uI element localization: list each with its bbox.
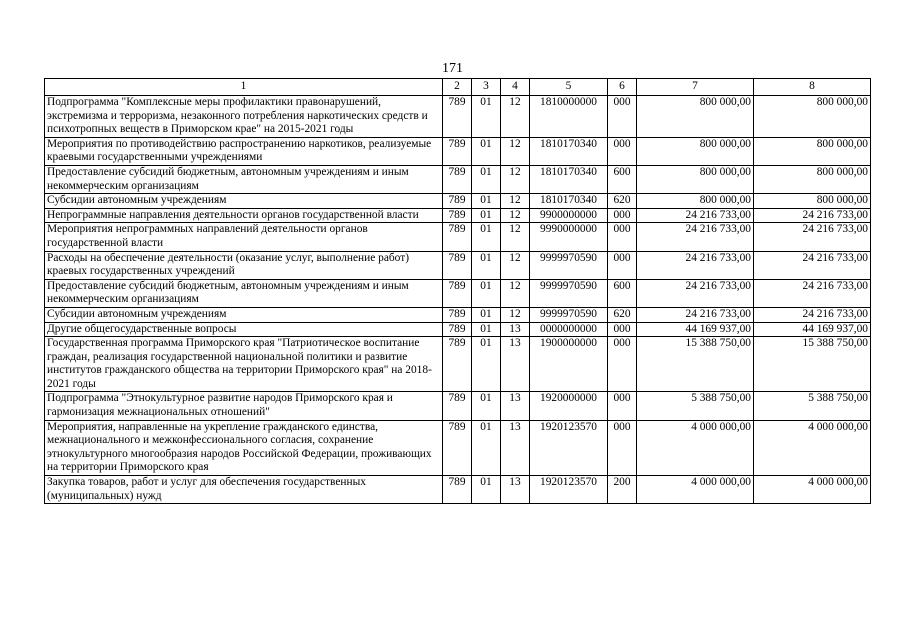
amount-col-8: 4 000 000,00 [754,476,871,504]
amount-col-8: 4 000 000,00 [754,420,871,475]
row-description: Государственная программа Приморского края "Патриотическое воспитание граждан, реализация государственной национальной политики и развитие институтов гражданского общества на территории Приморского края" на 2018-2021 годы [45,337,443,392]
table-header [45,79,871,96]
amount-col-7: 24 216 733,00 [637,208,754,223]
section-code: 01 [472,307,501,322]
column-header-1: 1 [45,79,443,96]
subsection-code: 12 [501,251,530,279]
subsection-code: 12 [501,223,530,251]
amount-col-8: 24 216 733,00 [754,223,871,251]
subsection-code: 13 [501,337,530,392]
target-article-code: 1810170340 [530,194,608,209]
amount-col-8: 24 216 733,00 [754,208,871,223]
target-article-code: 0000000000 [530,322,608,337]
amount-col-7: 800 000,00 [637,165,754,193]
row-description: Другие общегосударственные вопросы [45,322,443,337]
expense-type-code: 000 [608,223,637,251]
ministry-code: 789 [443,165,472,193]
amount-col-7: 4 000 000,00 [637,420,754,475]
amount-col-7: 800 000,00 [637,194,754,209]
table-row [45,476,871,504]
section-code: 01 [472,337,501,392]
expense-type-code: 000 [608,137,637,165]
amount-col-8: 15 388 750,00 [754,337,871,392]
table-row [45,337,871,392]
expense-type-code: 600 [608,279,637,307]
amount-col-7: 24 216 733,00 [637,307,754,322]
section-code: 01 [472,322,501,337]
budget-table [44,78,871,504]
subsection-code: 12 [501,137,530,165]
expense-type-code: 000 [608,208,637,223]
column-header-5: 5 [530,79,608,96]
table-body [45,96,871,504]
subsection-code: 12 [501,165,530,193]
expense-type-code: 000 [608,420,637,475]
section-code: 01 [472,476,501,504]
ministry-code: 789 [443,208,472,223]
target-article-code: 9999970590 [530,279,608,307]
subsection-code: 13 [501,420,530,475]
row-description: Подпрограмма "Этнокультурное развитие народов Приморского края и гармонизация межнациональных отношений" [45,392,443,420]
column-header-7: 7 [637,79,754,96]
expense-type-code: 000 [608,322,637,337]
amount-col-7: 24 216 733,00 [637,279,754,307]
ministry-code: 789 [443,392,472,420]
expense-type-code: 600 [608,165,637,193]
section-code: 01 [472,420,501,475]
amount-col-8: 800 000,00 [754,194,871,209]
table-row [45,279,871,307]
subsection-code: 12 [501,279,530,307]
target-article-code: 1920123570 [530,476,608,504]
row-description: Расходы на обеспечение деятельности (оказание услуг, выполнение работ) краевых государственных учреждений [45,251,443,279]
section-code: 01 [472,251,501,279]
ministry-code: 789 [443,194,472,209]
ministry-code: 789 [443,223,472,251]
target-article-code: 9999970590 [530,307,608,322]
section-code: 01 [472,96,501,138]
amount-col-7: 5 388 750,00 [637,392,754,420]
ministry-code: 789 [443,279,472,307]
amount-col-8: 800 000,00 [754,165,871,193]
section-code: 01 [472,165,501,193]
ministry-code: 789 [443,420,472,475]
expense-type-code: 000 [608,251,637,279]
subsection-code: 12 [501,307,530,322]
subsection-code: 12 [501,208,530,223]
amount-col-7: 24 216 733,00 [637,251,754,279]
table-row [45,307,871,322]
expense-type-code: 000 [608,337,637,392]
ministry-code: 789 [443,251,472,279]
amount-col-7: 4 000 000,00 [637,476,754,504]
table-row [45,194,871,209]
amount-col-8: 800 000,00 [754,96,871,138]
amount-col-8: 800 000,00 [754,137,871,165]
target-article-code: 1810000000 [530,96,608,138]
ministry-code: 789 [443,137,472,165]
row-description: Мероприятия непрограммных направлений деятельности органов государственной власти [45,223,443,251]
page-number: 171 [442,61,463,76]
subsection-code: 13 [501,476,530,504]
section-code: 01 [472,208,501,223]
ministry-code: 789 [443,322,472,337]
table-row [45,251,871,279]
row-description: Мероприятия, направленные на укрепление гражданского единства, межнационального и межконфессионального согласия, сохранение этнокультурного многообразия народов Российской Федерации, проживающих на территории Приморского края [45,420,443,475]
column-header-6: 6 [608,79,637,96]
section-code: 01 [472,392,501,420]
table-row [45,392,871,420]
expense-type-code: 000 [608,96,637,138]
target-article-code: 1810170340 [530,137,608,165]
subsection-code: 13 [501,392,530,420]
expense-type-code: 000 [608,392,637,420]
column-header-4: 4 [501,79,530,96]
subsection-code: 13 [501,322,530,337]
amount-col-8: 44 169 937,00 [754,322,871,337]
amount-col-8: 24 216 733,00 [754,251,871,279]
amount-col-7: 800 000,00 [637,137,754,165]
amount-col-7: 44 169 937,00 [637,322,754,337]
expense-type-code: 620 [608,307,637,322]
table-row [45,420,871,475]
row-description: Мероприятия по противодействию распространению наркотиков, реализуемые краевыми государственными учреждениями [45,137,443,165]
column-header-2: 2 [443,79,472,96]
column-header-8: 8 [754,79,871,96]
ministry-code: 789 [443,96,472,138]
section-code: 01 [472,194,501,209]
target-article-code: 9990000000 [530,223,608,251]
amount-col-8: 24 216 733,00 [754,307,871,322]
amount-col-7: 24 216 733,00 [637,223,754,251]
row-description: Предоставление субсидий бюджетным, автономным учреждениям и иным некоммерческим организациям [45,165,443,193]
ministry-code: 789 [443,337,472,392]
expense-type-code: 620 [608,194,637,209]
table-row [45,165,871,193]
target-article-code: 1900000000 [530,337,608,392]
amount-col-8: 5 388 750,00 [754,392,871,420]
row-description: Закупка товаров, работ и услуг для обеспечения государственных (муниципальных) нужд [45,476,443,504]
table-row [45,137,871,165]
ministry-code: 789 [443,307,472,322]
table-row [45,96,871,138]
row-description: Субсидии автономным учреждениям [45,194,443,209]
amount-col-8: 24 216 733,00 [754,279,871,307]
ministry-code: 789 [443,476,472,504]
section-code: 01 [472,279,501,307]
amount-col-7: 800 000,00 [637,96,754,138]
section-code: 01 [472,137,501,165]
amount-col-7: 15 388 750,00 [637,337,754,392]
table-row [45,322,871,337]
table-row [45,223,871,251]
row-description: Подпрограмма "Комплексные меры профилактики правонарушений, экстремизма и терроризма, незаконного потребления наркотических средств и психотропных веществ в Приморском крае" на 2015-2021 годы [45,96,443,138]
section-code: 01 [472,223,501,251]
expense-type-code: 200 [608,476,637,504]
target-article-code: 1920123570 [530,420,608,475]
target-article-code: 9900000000 [530,208,608,223]
target-article-code: 1920000000 [530,392,608,420]
header-row [45,79,871,96]
row-description: Непрограммные направления деятельности органов государственной власти [45,208,443,223]
target-article-code: 1810170340 [530,165,608,193]
row-description: Предоставление субсидий бюджетным, автономным учреждениям и иным некоммерческим организациям [45,279,443,307]
subsection-code: 12 [501,96,530,138]
table-row [45,208,871,223]
target-article-code: 9999970590 [530,251,608,279]
row-description: Субсидии автономным учреждениям [45,307,443,322]
subsection-code: 12 [501,194,530,209]
column-header-3: 3 [472,79,501,96]
